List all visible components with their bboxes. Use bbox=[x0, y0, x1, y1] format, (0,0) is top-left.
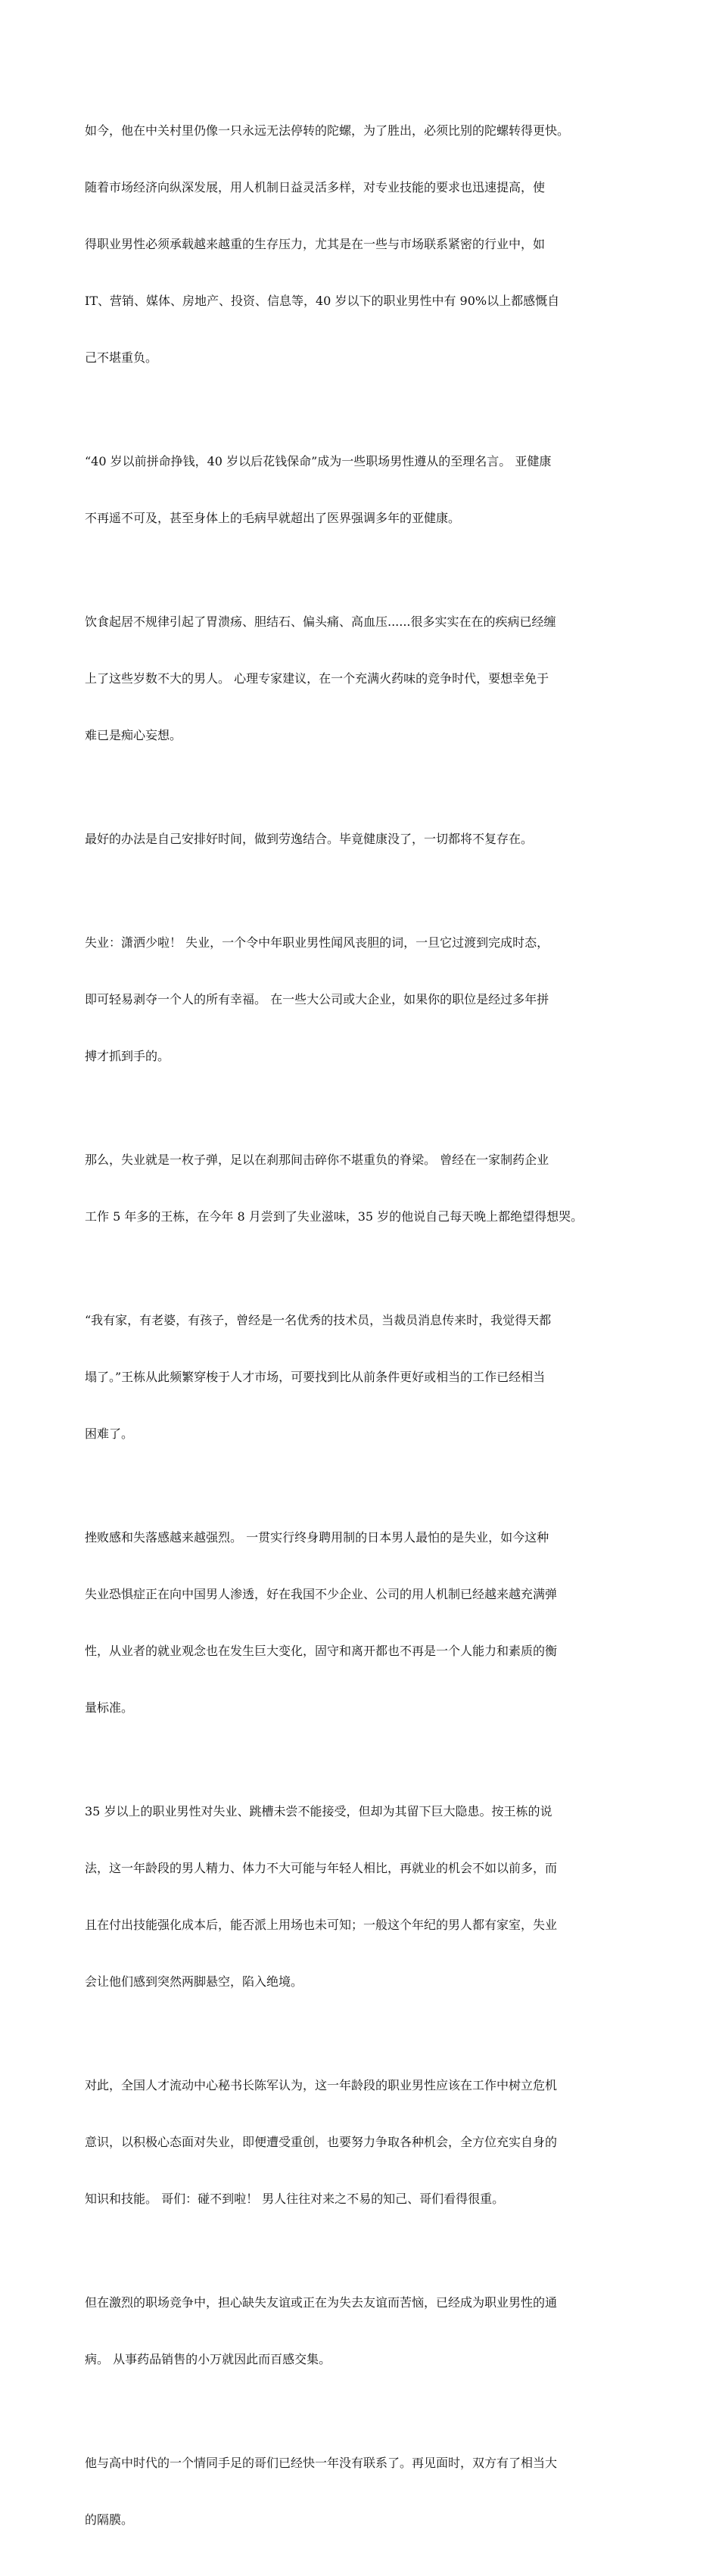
text-line: 塌了。”王栋从此频繁穿梭于人才市场，可要找到比从前条件更好或相当的工作已经相当 bbox=[85, 1370, 546, 1384]
paragraph bbox=[85, 895, 637, 1103]
text-line: 最好的办法是自己安排好时间，做到劳逸结合。毕竟健康没了，一切都将不复存在。 bbox=[85, 832, 534, 846]
text-line: 搏才抓到手的。 bbox=[85, 1049, 170, 1063]
paragraph bbox=[85, 414, 637, 565]
paragraph bbox=[85, 2416, 637, 2567]
paragraph bbox=[85, 1112, 637, 1264]
text-line: 己不堪重负。 bbox=[85, 350, 158, 365]
text-line: 知识和技能。 哥们：碰不到啦！ 男人往往对来之不易的知己、哥们看得很重。 bbox=[85, 2192, 505, 2206]
text-line: 随着市场经济向纵深发展，用人机制日益灵活多样，对专业技能的要求也迅速提高，使 bbox=[85, 180, 546, 194]
paragraph bbox=[85, 2038, 637, 2246]
text-line: 且在付出技能强化成本后，能否派上用场也未可知；一般这个年纪的男人都有家室，失业 bbox=[85, 1918, 558, 1932]
paragraph bbox=[85, 2255, 637, 2406]
document-body bbox=[85, 83, 637, 2576]
text-line: 对此，全国人才流动中心秘书长陈军认为，这一年龄段的职业男性应该在工作中树立危机 bbox=[85, 2078, 558, 2092]
text-line: 病。 从事药品销售的小万就因此而百感交集。 bbox=[85, 2352, 331, 2366]
text-line: 意识，以积极心态面对失业，即便遭受重创，也要努力争取各种机会，全方位充实自身的 bbox=[85, 2135, 558, 2149]
text-line: 挫败感和失落感越来越强烈。 一贯实行终身聘用制的日本男人最怕的是失业，如今这种 bbox=[85, 1530, 549, 1545]
text-line: 失业：潇洒少啦！ 失业，一个令中年职业男性闻风丧胆的词，一旦它过渡到完成时态， bbox=[85, 935, 549, 950]
text-line: “我有家，有老婆，有孩子，曾经是一名优秀的技术员，当裁员消息传来时，我觉得天都 bbox=[85, 1313, 552, 1327]
paragraph bbox=[85, 792, 637, 886]
paragraph bbox=[85, 1764, 637, 2029]
paragraph bbox=[85, 574, 637, 782]
text-line: 即可轻易剥夺一个人的所有幸福。 在一些大公司或大企业，如果你的职位是经过多年拼 bbox=[85, 992, 549, 1006]
text-line: “40 岁以前拼命挣钱，40 岁以后花钱保命”成为一些职场男性遵从的至理名言。 亚健康 bbox=[85, 454, 552, 468]
paragraph bbox=[85, 1273, 637, 1481]
text-line: 上了这些岁数不大的男人。 心理专家建议，在一个充满火药味的竞争时代，要想幸免于 bbox=[85, 671, 549, 686]
paragraph bbox=[85, 1490, 637, 1755]
text-line: 35 岁以上的职业男性对失业、跳槽未尝不能接受，但却为其留下巨大隐患。按王栋的说 bbox=[85, 1804, 552, 1818]
text-line: 的隔膜。 bbox=[85, 2512, 134, 2527]
text-line: 量标准。 bbox=[85, 1700, 134, 1715]
text-line: IT、营销、媒体、房地产、投资、信息等，40 岁以下的职业男性中有 90%以上都感慨自 bbox=[85, 294, 560, 308]
paragraph bbox=[85, 83, 637, 405]
text-line: 难已是痴心妄想。 bbox=[85, 728, 182, 742]
text-line: 工作 5 年多的王栋，在今年 8 月尝到了失业滋味，35 岁的他说自己每天晚上都绝望得想哭。 bbox=[85, 1209, 584, 1224]
text-line: 饮食起居不规律引起了胃溃疡、胆结石、偏头痛、高血压......很多实实在在的疾病已经缠 bbox=[85, 614, 556, 629]
text-line: 但在激烈的职场竞争中，担心缺失友谊或正在为失去友谊而苦恼，已经成为职业男性的通 bbox=[85, 2295, 558, 2310]
text-line: 困难了。 bbox=[85, 1426, 134, 1441]
text-line: 法，这一年龄段的男人精力、体力不大可能与年轻人相比，再就业的机会不如以前多，而 bbox=[85, 1861, 558, 1875]
text-line: 失业恐惧症正在向中国男人渗透，好在我国不少企业、公司的用人机制已经越来越充满弹 bbox=[85, 1587, 558, 1601]
text-line: 如今，他在中关村里仍像一只永远无法停转的陀螺，为了胜出，必须比别的陀螺转得更快。 bbox=[85, 123, 570, 138]
text-line: 那么，失业就是一枚子弹，足以在刹那间击碎你不堪重负的脊梁。 曾经在一家制药企业 bbox=[85, 1153, 549, 1167]
text-line: 得职业男性必须承载越来越重的生存压力，尤其是在一些与市场联系紧密的行业中，如 bbox=[85, 237, 546, 251]
text-line: 他与高中时代的一个情同手足的哥们已经快一年没有联系了。再见面时，双方有了相当大 bbox=[85, 2456, 558, 2470]
text-line: 性，从业者的就业观念也在发生巨大变化，固守和离开都也不再是一个人能力和素质的衡 bbox=[85, 1644, 558, 1658]
text-line: 会让他们感到突然两脚悬空，陷入绝境。 bbox=[85, 1974, 303, 1989]
text-line: 不再遥不可及，甚至身体上的毛病早就超出了医界强调多年的亚健康。 bbox=[85, 511, 461, 525]
